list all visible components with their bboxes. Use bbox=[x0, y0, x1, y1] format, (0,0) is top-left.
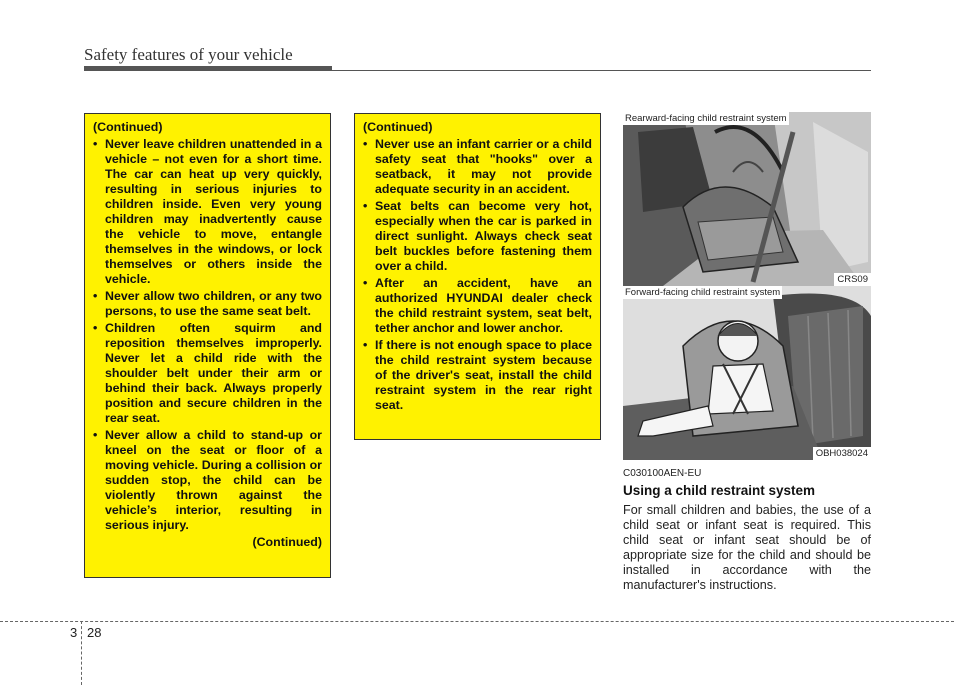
warning-item: • Never use an infant carrier or a child safety seat that "hooks" over a seatback, it may not provide adequate security in an accident. bbox=[363, 137, 592, 197]
warning-item: • If there is not enough space to place the child restraint system because of the driver's seat, install the child restraint system in the rear right seat. bbox=[363, 338, 592, 413]
footer-vertical-divider bbox=[81, 621, 82, 685]
warning-list bbox=[363, 137, 592, 413]
warning-box-middle bbox=[354, 113, 601, 440]
image-caption: Forward-facing child restraint system bbox=[625, 287, 781, 298]
continued-label: (Continued) bbox=[363, 120, 433, 134]
continued-label: (Continued) bbox=[252, 535, 322, 549]
section-heading: Using a child restraint system bbox=[623, 483, 816, 498]
page-header-title: Safety features of your vehicle bbox=[84, 45, 293, 64]
reference-code: C030100AEN-EU bbox=[623, 468, 702, 479]
section-body: For small children and babies, the use of a child seat or infant seat is required. This child seat or infant seat should be of appropriate size for the child and should be installed in accordance with the manufacturer's instructions. bbox=[623, 503, 871, 592]
image-caption: Rearward-facing child restraint system bbox=[625, 113, 787, 124]
continued-label: (Continued) bbox=[93, 120, 163, 134]
warning-item: • Seat belts can become very hot, especially when the car is parked in direct sunlight. Always check seat belt buckles before fastening them over a child. bbox=[363, 199, 592, 274]
chapter-number: 3 bbox=[70, 625, 78, 640]
warning-item: • Never leave children unattended in a vehicle – not even for a short time. The car can heat up very quickly, resulting in serious injuries to children inside. Even very young children may inadvertently cause the vehicle to move, entangle themselves in the windows, or lock themselves or others inside the vehicle. bbox=[93, 137, 322, 287]
warning-item: • Never allow a child to stand-up or kneel on the seat or floor of a moving vehicle. During a collision or sudden stop, the child can be violently thrown against the vehicle’s interior, resulting in serious injury. bbox=[93, 428, 322, 533]
image-code: OBH038024 bbox=[813, 447, 871, 460]
warning-box-left bbox=[84, 113, 331, 578]
warning-item: • Children often squirm and reposition themselves improperly. Never let a child ride with the shoulder belt under their arm or behind their back. Always properly position and secure children in the rear seat. bbox=[93, 321, 322, 426]
warning-item: • After an accident, have an authorized HYUNDAI dealer check the child restraint system, seat belt, tether anchor and lower anchor. bbox=[363, 276, 592, 336]
image-code: CRS09 bbox=[834, 273, 871, 286]
warning-item: • Never allow two children, or any two persons, to use the same seat belt. bbox=[93, 289, 322, 319]
footer-divider bbox=[0, 621, 954, 622]
header-rule bbox=[84, 70, 871, 71]
forward-seat-illustration bbox=[623, 286, 871, 460]
rearward-seat-drawing bbox=[623, 112, 871, 286]
page-number: 28 bbox=[87, 625, 102, 640]
rearward-seat-illustration bbox=[623, 112, 871, 286]
forward-seat-drawing bbox=[623, 286, 871, 460]
warning-list bbox=[93, 137, 322, 533]
